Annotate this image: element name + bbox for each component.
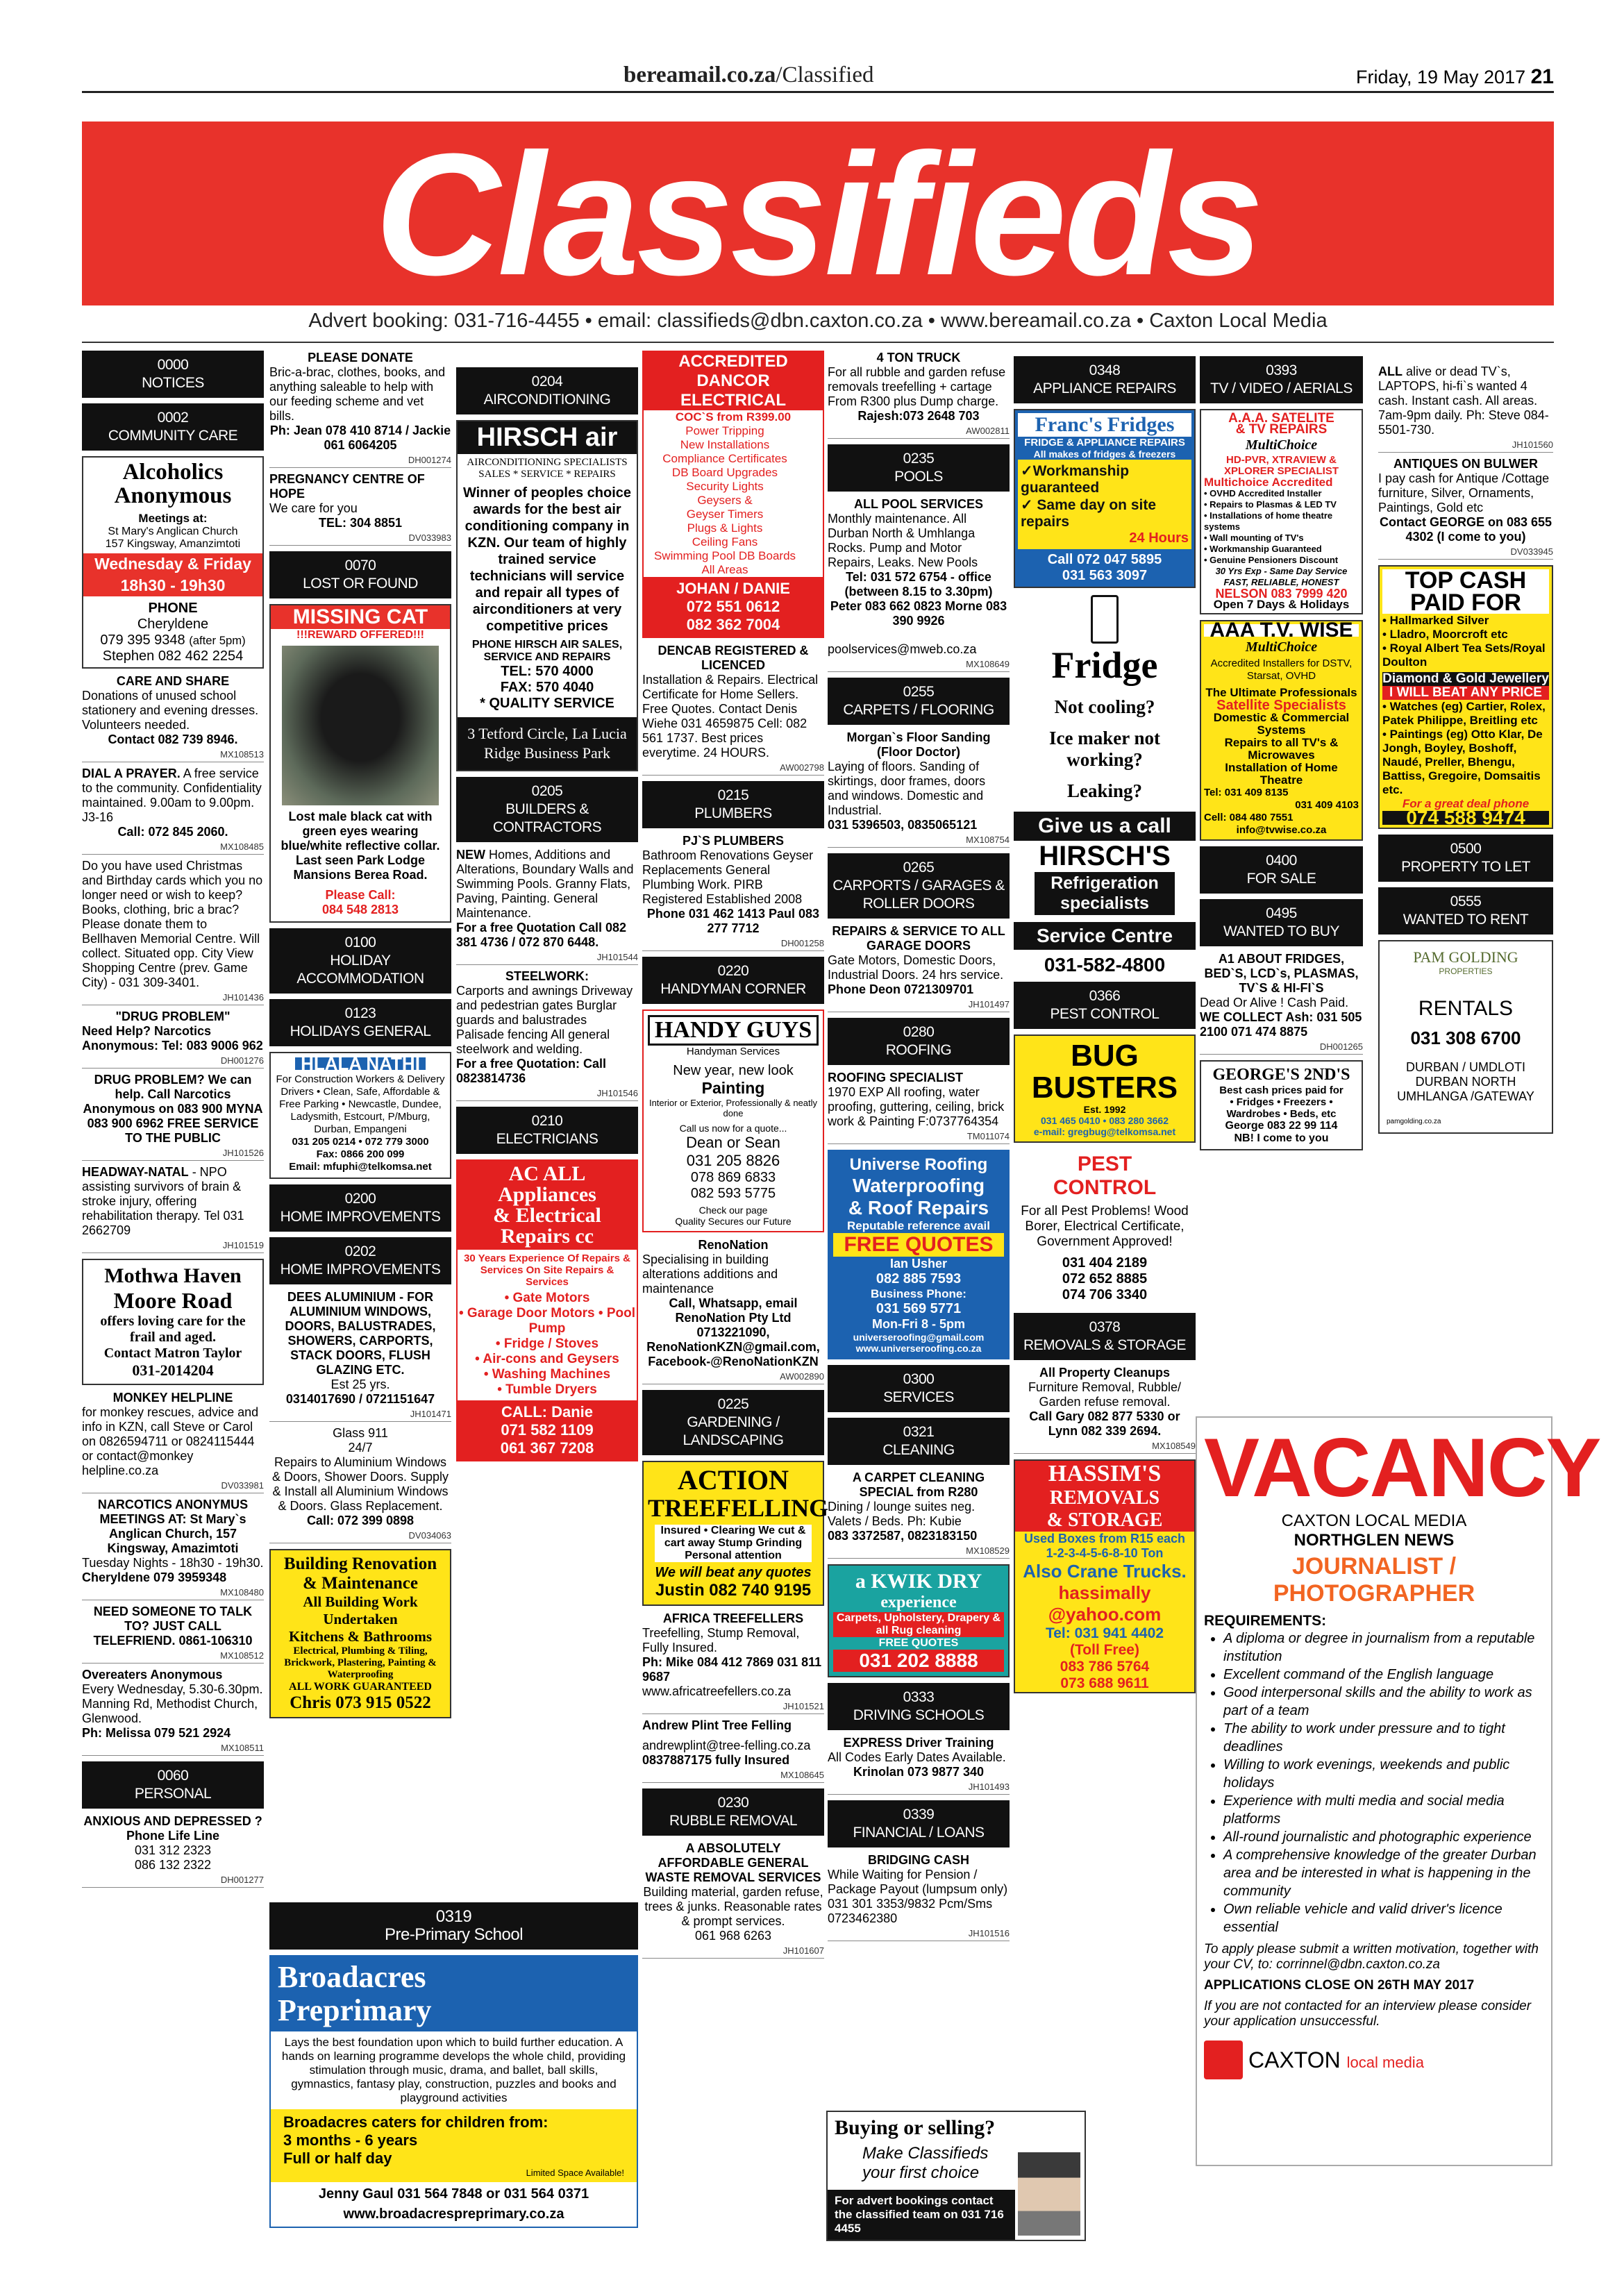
hirschs-fridge-ad: Fridge Not cooling? Ice maker not working? Leaking? Give us a call HIRSCH'S Refrigeration specialists Service Centre 031-582-4800 — [1014, 595, 1196, 976]
steelwork-ad: STEELWORK: Carports and awnings Driveway and pedestrian gates Burglar guards and balustrades Palisade fencing All general steelwork and welding. For a free Quotation: Call 0823814736 JH101546 — [456, 969, 638, 1101]
georges-ad: GEORGE'S 2ND'S Best cash prices paid for • Fridges • Freezers • Wardrobes • Beds, etc George 083 22 99 114 NB! I come to you — [1200, 1060, 1363, 1150]
section-header: 0204 AIRCONDITIONING — [456, 367, 638, 414]
roofing-ad: ROOFING SPECIALIST 1970 EXP All roofing, water proofing, guttering, ceiling, brick work & Painting F:0737764354 TM011074 — [828, 1071, 1010, 1144]
handy-guys-ad: HANDY GUYS Handyman Services New year, new look Painting Interior or Exterior, Professionally & neatly done Call us now for a quote... Dean or Sean 031 205 8826 078 869 6833 082 593 5775 Check our page Quality Secures our Future — [642, 1009, 824, 1232]
garage-doors-ad: REPAIRS & SERVICE TO ALL GARAGE DOORS Gate Motors, Domestic Doors, Industrial Doors. 24 hrs service. Phone Deon 0721309701 JH101497 — [828, 924, 1010, 1012]
list-item: Swimming Pool DB Boards — [653, 549, 796, 562]
list-item: • Own reliable vehicle and valid driver's licence essential — [1223, 1900, 1544, 1936]
caxton-c-icon — [1204, 2041, 1243, 2079]
building-ad: Building Renovation & Maintenance All Building Work Undertaken Kitchens & Bathrooms Electrical, Plumbing & Tiling, Brickwork, Plastering, Painting & Waterproofing ALL WORK GUARANTEED Chris 073 915 0522 — [269, 1549, 451, 1718]
section-header: 0319 Pre-Primary School — [269, 1902, 638, 1950]
list-item: • Wall mounting of TV's — [1204, 533, 1304, 543]
person-photo — [1018, 2152, 1080, 2236]
hirsch-air-ad: HIRSCH air AIRCONDITIONING SPECIALISTS SALES * SERVICE * REPAIRS Winner of peoples choice awards for the best air conditioning company in KZN. Our team of highly trained service technicians will service and repair all types of airconditioners at very competitive prices PHONE HIRSCH AIR SALES, SERVICE AND REPAIRS TEL: 570 4000 FAX: 570 4040 * QUALITY SERVICE 3 Tetford Circle, La Lucia Ridge Business Park — [456, 420, 638, 771]
column-5 — [828, 351, 1010, 1945]
section-header: 0210 ELECTRICIANS — [456, 1107, 638, 1154]
section-header: 0265 CARPORTS / GARAGES & ROLLER DOORS — [828, 853, 1010, 919]
property-cleanups-ad: All Property Cleanups Furniture Removal, Rubble/ Garden refuse removal. Call Gary 082 877 5330 or Lynn 082 339 2694. MX108549 — [1014, 1366, 1196, 1454]
section-header: 0060 PERSONAL — [82, 1761, 264, 1809]
caxton-logo: CAXTON local media — [1204, 2041, 1544, 2079]
top-cash-ad: TOP CASH PAID FOR • Hallmarked Silver • Lladro, Moorcroft etc • Royal Albert Tea Sets/Royal Doulton Diamond & Gold Jewellery I WILL BEAT ANY PRICE • Watches (eg) Cartier, Rolex, Patek Philippe, Breitling etc • Paintings (eg) Otto Klar, De Jongh, Boyley, Boshoff, Naudé, Preller, Bhengu, Battiss, Gregoire, Domsaitis etc. For a great deal phone 074 588 9474 — [1378, 565, 1553, 829]
narcotics-ad: NARCOTICS ANONYMUS MEETINGS AT: St Mary`s Anglican Church, 157 Kingsway, Amazimtoti Tuesday Nights - 18h30 - 19h30. Cheryldene 079 3959348 MX108480 — [82, 1498, 264, 1600]
list-item: • A diploma or degree in journalism from a reputable institution — [1223, 1629, 1544, 1666]
fridge-icon — [1091, 595, 1119, 644]
overeaters-ad: Overeaters Anonymous Every Wednesday, 5.30-6.30pm. Manning Rd, Methodist Church, Glenwood. Ph: Melissa 079 521 2924 MX108511 — [82, 1668, 264, 1756]
section-header: 0202 HOME IMPROVEMENTS — [269, 1237, 451, 1284]
column-1 — [82, 351, 264, 1892]
dencab-ad: DENCAB REGISTERED & LICENCED Installation & Repairs. Electrical Certificate for Home Sellers. Free Quotes. Contact Denis Wiehe 031 4659875 Cell: 082 561 1737. Best prices everytime. 24 HOURS. AW002798 — [642, 644, 824, 776]
list-item: Power Tripping — [685, 424, 764, 437]
xmas-ad: Do you have used Christmas and Birthday cards which you no longer need or wish to keep? Books, clothing, bric a brac? Please donate them to Bellhaven Memorial Centre. Will collect. Situated opp. City View Shopping Centre (prev. Game City) - 031 309-3401. JH101436 — [82, 859, 264, 1005]
headway-ad: HEADWAY-NATAL - NPO assisting survivors of brain & stroke injury, offering rehabilitation therapy. Tel 031 2662709 JH101519 — [82, 1165, 264, 1253]
dial-ad: DIAL A PRAYER. A free service to the community. Confidentiality maintained. 9.00am to 9.00pm. J3-16 Call: 072 845 2060. MX108485 — [82, 766, 264, 855]
list-item: New Installations — [680, 438, 770, 451]
drug-ad: "DRUG PROBLEM" Need Help? Narcotics Anonymous: Tel: 083 9006 962 DH001276 — [82, 1009, 264, 1069]
lifeline-ad: ANXIOUS AND DEPRESSED ? Phone Life Line 031 312 2323 086 132 2322 DH001277 — [82, 1814, 264, 1888]
list-item: Plugs & Lights — [687, 521, 763, 535]
fridges-wanted-ad: A1 ABOUT FRIDGES, BED`S, LCD`s, PLASMAS, TV`S & HI-FI`S Dead Or Alive ! Cash Paid. WE COLLECT Ash: 031 505 2100 071 474 8875 DH001265 — [1200, 952, 1363, 1055]
banner-title: Classifieds — [374, 117, 1262, 311]
list-item: All Areas — [701, 563, 748, 576]
list-item: • Willing to work evenings, weekends and public holidays — [1223, 1756, 1544, 1792]
section-header: 0280 ROOFING — [828, 1018, 1010, 1065]
bridging-ad: BRIDGING CASH While Waiting for Pension / Package Payout (lumpsum only) 031 301 3353/9832 Pcm/Sms 0723462380 JH101516 — [828, 1853, 1010, 1941]
section-header: 0123 HOLIDAYS GENERAL — [269, 999, 451, 1046]
bug-busters-ad: BUG BUSTERS Est. 1992 031 465 0410 • 083 280 3662 e-mail: gregbug@telkomsa.net — [1014, 1034, 1196, 1143]
section-header: 0235 POOLS — [828, 444, 1010, 492]
waste-removal-ad: A ABSOLUTELY AFFORDABLE GENERAL WASTE REMOVAL SERVICES Building material, garden refuse, trees & junks. Reasonable rates & prompt services. 061 968 6263 JH101607 — [642, 1841, 824, 1959]
section-header: 0000 NOTICES — [82, 351, 264, 398]
list-item: • Workmanship Guaranteed — [1204, 544, 1322, 554]
ac-all-ad: AC ALL Appliances & Electrical Repairs cc 30 Years Experience Of Repairs & Services On Site Repairs & Services • Gate Motors • Garage Door Motors • Pool Pump • Fridge / Stoves • Air-cons and Geysers • Washing Machines • Tumble Dryers CALL: Danie 071 582 1109 061 367 7208 — [456, 1159, 638, 1461]
universe-roofing-ad: Universe Roofing Waterproofing & Roof Repairs Reputable reference avail FREE QUOTES Ian Usher 082 885 7593 Business Phone: 031 569 5771 Mon-Fri 8 - 5pm universeroofing@gmail.com www.universeroofing.co.za — [828, 1150, 1010, 1359]
page-date: Friday, 19 May 2017 21 — [1355, 65, 1554, 88]
tv-wanted-ad: ALL alive or dead TV`s, LAPTOPS, hi-fi`s wanted 4 cash. Instant cash. All areas. 7am-9pm daily. Ph: Steve 084-5501-730. JH101560 — [1378, 364, 1553, 453]
list-item: • Genuine Pensioners Discount — [1204, 555, 1339, 565]
section-header: 0333 DRIVING SCHOOLS — [828, 1683, 1010, 1730]
floor-sanding-ad: Morgan`s Floor Sanding (Floor Doctor) Laying of floors. Sanding of skirtings, door frames, doors and windows. Domestic and Industrial. 031 5396503, 0835065121 MX108754 — [828, 730, 1010, 848]
pregnancy-ad: PREGNANCY CENTRE OF HOPE We care for you TEL: 304 8851 DV033983 — [269, 472, 451, 546]
list-item: Ceiling Fans — [692, 535, 758, 548]
list-item: • Excellent command of the English language — [1223, 1666, 1544, 1684]
section-header: 0215 PLUMBERS — [642, 781, 824, 828]
section-header: 0500 PROPERTY TO LET — [1378, 835, 1553, 882]
kwik-dry-ad: a KWIK DRY experience Carpets, Upholstery, Drapery & all Rug cleaning FREE QUOTES 031 202 8888 — [828, 1564, 1010, 1677]
section-header: 0225 GARDENING / LANDSCAPING — [642, 1390, 824, 1455]
care-ad: CARE AND SHARE Donations of unused school stationery and evening dresses. Volunteers needed. Contact 082 739 8946. MX108513 — [82, 674, 264, 762]
pj-plumbers-ad: PJ`S PLUMBERS Bathroom Renovations Geyser Replacements General Plumbing Work. PIRB Registered Established 2008 Phone 031 462 1413 Paul 083 277 7712 DH001258 — [642, 834, 824, 951]
africa-treefellers-ad: AFRICA TREEFELLERS Treefelling, Stump Removal, Fully Insured. Ph: Mike 084 412 7869 031 811 9687 www.africatreefellers.co.za JH101521 — [642, 1611, 824, 1714]
column-7 — [1200, 351, 1363, 1156]
vacancy-ad: VACANCY CAXTON LOCAL MEDIA NORTHGLEN NEWS JOURNALIST / PHOTOGRAPHER REQUIREMENTS: • A diploma or degree in journalism from a reputable institution • Excellent command of the English language • Good interpersonal skills and the ability to work as part of a team • The ability to work under pressure and to tight deadlines • Willing to work evenings, weekends and public holidays • Experience with multi media and social media platforms • All-round journalistic and photographic experience • A comprehensive knowledge of the greater Durban area and be interested in what is happening in the community • Own reliable vehicle and valid driver's licence essential To apply please submit a written motivation, together with your CV, to: corrinnel@dbn.caxton.co.za APPLICATIONS CLOSE ON 26TH MAY 2017 If you are not contacted for an interview please consider your application unsuccessful. CAXTON local media — [1196, 1416, 1552, 2166]
section-header: 0393 TV / VIDEO / AERIALS — [1200, 356, 1363, 403]
section-header: 0495 WANTED TO BUY — [1200, 899, 1363, 946]
list-item: Compliance Certificates — [662, 452, 787, 465]
mothwa-ad: Mothwa Haven Moore Road offers loving care for the frail and aged. Contact Matron Taylor 031-2014204 — [82, 1259, 264, 1385]
carpet-cleaning-ad: A CARPET CLEANING SPECIAL from R280 Dining / lounge suites neg. Valets / Beds. Ph: Kubie 083 3372587, 0823183150 MX108529 — [828, 1470, 1010, 1559]
booking-line: Advert booking: 031-716-4455 • email: classifieds@dbn.caxton.co.za • www.bereamail.co.za • Caxton Local Media — [308, 310, 1328, 332]
section-header: 0378 REMOVALS & STORAGE — [1014, 1313, 1196, 1360]
section-header: 0300 SERVICES — [828, 1365, 1010, 1412]
list-item: • Good interpersonal skills and the ability to work as part of a team — [1223, 1684, 1544, 1720]
tv-wise-ad: AAA T.V. WISE MultiChoice Accredited Installers for DSTV, Starsat, OVHD The Ultimate Professionals Satellite Specialists Domestic & Commercial Systems Repairs to all TV's & Microwaves Installation of Home Theatre Tel: 031 409 8135 031 409 4103 Cell: 084 480 7551 info@tvwise.co.za — [1200, 620, 1363, 841]
cat-photo — [282, 646, 439, 805]
section-header: 0255 CARPETS / FLOORING — [828, 678, 1010, 725]
section-header: 0366 PEST CONTROL — [1014, 982, 1196, 1029]
telefriend-ad: NEED SOMEONE TO TALK TO? JUST CALL TELEFRIEND. 0861-106310 MX108512 — [82, 1604, 264, 1664]
column-3 — [456, 351, 638, 1467]
site-name[interactable]: bereamail.co.za/Classified — [623, 62, 874, 87]
list-item: Geysers & — [697, 494, 753, 507]
action-treefelling-ad: ACTION TREEFELLING Insured • Clearing We cut & cart away Stump Grinding Personal attention We will beat any quotes Justin 082 740 9195 — [642, 1461, 824, 1606]
list-item: • OVHD Accredited Installer — [1204, 488, 1322, 498]
missing-cat-ad: MISSING CAT !!!REWARD OFFERED!!! Lost male black cat with green eyes wearing blue/white reflective collar. Last seen Park Lodge Mansions Berea Road. Please Call: 084 548 2813 — [269, 604, 451, 923]
pest-control-ad: PEST CONTROL For all Pest Problems! Wood Borer, Electrical Certificate, Government Approved! 031 404 2189 072 652 8885 074 706 3340 — [1021, 1153, 1189, 1302]
new-homes-ad: NEW Homes, Additions and Alterations, Boundary Walls and Swimming Pools. Granny Flats, Paving, Painting. General Maintenance. For a free Quotation Call 082 381 4736 / 072 870 6448. JH101544 — [456, 848, 638, 965]
hassims-ad: HASSIM'S REMOVALS & STORAGE Used Boxes from R15 each 1-2-3-4-5-6-8-10 Ton Also Crane Trucks. hassimally @yahoo.com Tel: 031 941 4402 (Toll Free) 083 786 5764 073 688 9611 — [1014, 1459, 1196, 1693]
monkey-ad: MONKEY HELPLINE for monkey rescues, advice and info in KZN, call Steve or Carol on 0826594711 or 0824115444 or contact@monkey helpline.co.za DV033981 — [82, 1391, 264, 1493]
list-item: Geyser Timers — [686, 508, 764, 521]
pam-golding-ad: PAM GOLDING PROPERTIES RENTALS 031 308 6700 DURBAN / UMDLOTI DURBAN NORTH UMHLANGA /GATEWAY pamgolding.co.za — [1378, 940, 1553, 1134]
list-item: • Experience with multi media and social media platforms — [1223, 1792, 1544, 1828]
list-item: Security Lights — [686, 480, 764, 493]
section-header: 0002 COMMUNITY CARE — [82, 403, 264, 451]
glass-ad: Glass 911 24/7 Repairs to Aluminium Windows & Doors, Shower Doors. Supply & Install all Aluminium Windows & Doors. Glass Replacement. Call: 072 399 0898 DV034063 — [269, 1426, 451, 1543]
drug-ad-2: DRUG PROBLEM? We can help. Call Narcotics Anonymous on 083 900 MYNA 083 900 6962 FREE SERVICE TO THE PUBLIC JH101526 — [82, 1073, 264, 1161]
section-header: 0230 RUBBLE REMOVAL — [642, 1788, 824, 1836]
pool-ad: ALL POOL SERVICES Monthly maintenance. All Durban North & Umhlanga Rocks. Pump and Motor Repairs, Leaks. New Pools Tel: 031 572 6754 - office (between 8.15 to 3.30pm) Peter 083 662 0823 Morne 083 390 9926 poolservices@mweb.co.za MX108649 — [828, 497, 1010, 672]
section-header: 0070 LOST OR FOUND — [269, 551, 451, 598]
list-item: • A comprehensive knowledge of the greater Durban area and be interested in what is happening in the community — [1223, 1846, 1544, 1900]
andrew-plint-ad: Andrew Plint Tree Felling andrewplint@tree-felling.co.za 0837887175 fully Insured MX108645 — [642, 1718, 824, 1783]
aa-ad: Alcoholics Anonymous Meetings at: St Mary's Anglican Church 157 Kingsway, Amanzimtoti Wednesday & Friday 18h30 - 19h30 PHONE Cheryldene 079 395 9348 (after 5pm) Stephen 082 462 2254 — [82, 456, 264, 669]
divider — [82, 342, 1554, 343]
truck-ad: 4 TON TRUCK For all rubble and garden refuse removals treefelling + cartage From R300 plus Dump charge. Rajesh:073 2648 703 AW002811 — [828, 351, 1010, 439]
list-item: • All-round journalistic and photographic experience — [1223, 1828, 1544, 1846]
donate-ad: PLEASE DONATE Bric-a-brac, clothes, books, and anything saleable to help with our feeding scheme and vet bills. Ph: Jean 078 410 8714 / Jackie 061 6064205 DH001274 — [269, 351, 451, 468]
list-item: • The ability to work under pressure and to tight deadlines — [1223, 1720, 1544, 1756]
section-header: 0200 HOME IMPROVEMENTS — [269, 1184, 451, 1232]
classifieds-banner — [82, 117, 1554, 311]
buying-selling-ad: Buying or selling? Make Classifieds your first choice For advert bookings contact the classified team on 031 716 4455 — [826, 2111, 1086, 2241]
column-8 — [1378, 351, 1553, 1139]
list-item: DB Board Upgrades — [671, 466, 778, 479]
dancor-ad: ACCREDITED DANCOR ELECTRICAL COC`S from R399.00 Power Tripping New Installations Compliance Certificates DB Board Upgrades Security Lights Geysers & Geyser Timers Plugs & Lights Ceiling Fans Swimming Pool DB Boards All Areas JOHAN / DANIE 072 551 0612 082 362 7004 — [642, 351, 824, 638]
column-4 — [642, 351, 829, 1963]
section-header: 0321 CLEANING — [828, 1418, 1010, 1465]
section-header: 0555 WANTED TO RENT — [1378, 887, 1553, 935]
list-item: • Repairs to Plasmas & LED TV — [1204, 499, 1337, 510]
column-6 — [1014, 351, 1196, 1699]
preprimary-ad: 0319 Pre-Primary School Broadacres Preprimary Lays the best foundation upon which to build further education. A hands on learning programme develops the whole child, providing stimulation through music, drama, and ballet, ball skills, gymnastics, fantasy play, construction, puzzles and books and playground activities Broadacres caters for children from: 3 months - 6 years Full or half day Limited Space Available! Jenny Gaul 031 564 7848 or 031 564 0371 www.broadacrespreprimary.co.za — [269, 1897, 638, 2234]
page-header — [82, 61, 1554, 93]
section-header: 0400 FOR SALE — [1200, 846, 1363, 894]
aaa-satelite-ad: A.A.A. SATELITE & TV REPAIRS MultiChoice HD-PVR, XTRAVIEW & XPLORER SPECIALIST Multichoice Accredited • OVHD Accredited Installer • Repairs to Plasmas & LED TV • Installations of home theatre systems • Wall mounting of TV's • Workmanship Guaranteed • Genuine Pensioners Discount 30 Yrs Exp - Same Day Service FAST, RELIABLE, HONEST NELSON 083 7999 420 Open 7 Days & Holidays — [1200, 409, 1363, 614]
hlala-ad: HLALA NATHI For Construction Workers & Delivery Drivers • Clean, Safe, Affordable & Free Parking • Newcastle, Dundee, Ladysmith, Estcourt, P/Mburg, Durban, Empangeni 031 205 0214 • 072 779 3000 Fax: 0866 200 099 Email: mfuphi@telkomsa.net — [269, 1052, 451, 1179]
antiques-ad: ANTIQUES ON BULWER I pay cash for Antique /Cottage furniture, Silver, Ornaments, Paintings, Gold etc Contact GEORGE on 083 655 4302 (I come to you) DV033945 — [1378, 457, 1553, 560]
section-header: 0220 HANDYMAN CORNER — [642, 957, 824, 1004]
driving-ad: EXPRESS Driver Training All Codes Early Dates Available. Krinolan 073 9877 340 JH101493 — [828, 1736, 1010, 1795]
section-header: 0339 FINANCIAL / LOANS — [828, 1800, 1010, 1847]
section-header: 0205 BUILDERS & CONTRACTORS — [456, 777, 638, 842]
list-item: • Installations of home theatre systems — [1204, 510, 1333, 532]
column-2 — [269, 351, 451, 1724]
francs-fridges-ad: Franc's Fridges FRIDGE & APPLIANCE REPAIRS All makes of fridges & freezers ✓Workmanship guaranteed ✓ Same day on site repairs 24 Hours Call 072 047 5895 031 563 3097 — [1014, 409, 1196, 588]
renonation-ad: RenoNation Specialising in building alterations additions and maintenance Call, Whatsapp, email RenoNation Pty Ltd 0713221090, RenoNationKZN@gmail.com, Facebook-@RenoNationKZN AW002890 — [642, 1238, 824, 1384]
section-header: 0100 HOLIDAY ACCOMMODATION — [269, 928, 451, 994]
dees-ad: DEES ALUMINIUM - FOR ALUMINIUM WINDOWS, DOORS, BALUSTRADES, SHOWERS, CARPORTS, STACK DOORS, FLUSH GLAZING ETC. Est 25 yrs. 0314017690 / 0721151647 JH101471 — [269, 1290, 451, 1422]
section-header: 0348 APPLIANCE REPAIRS — [1014, 356, 1196, 403]
